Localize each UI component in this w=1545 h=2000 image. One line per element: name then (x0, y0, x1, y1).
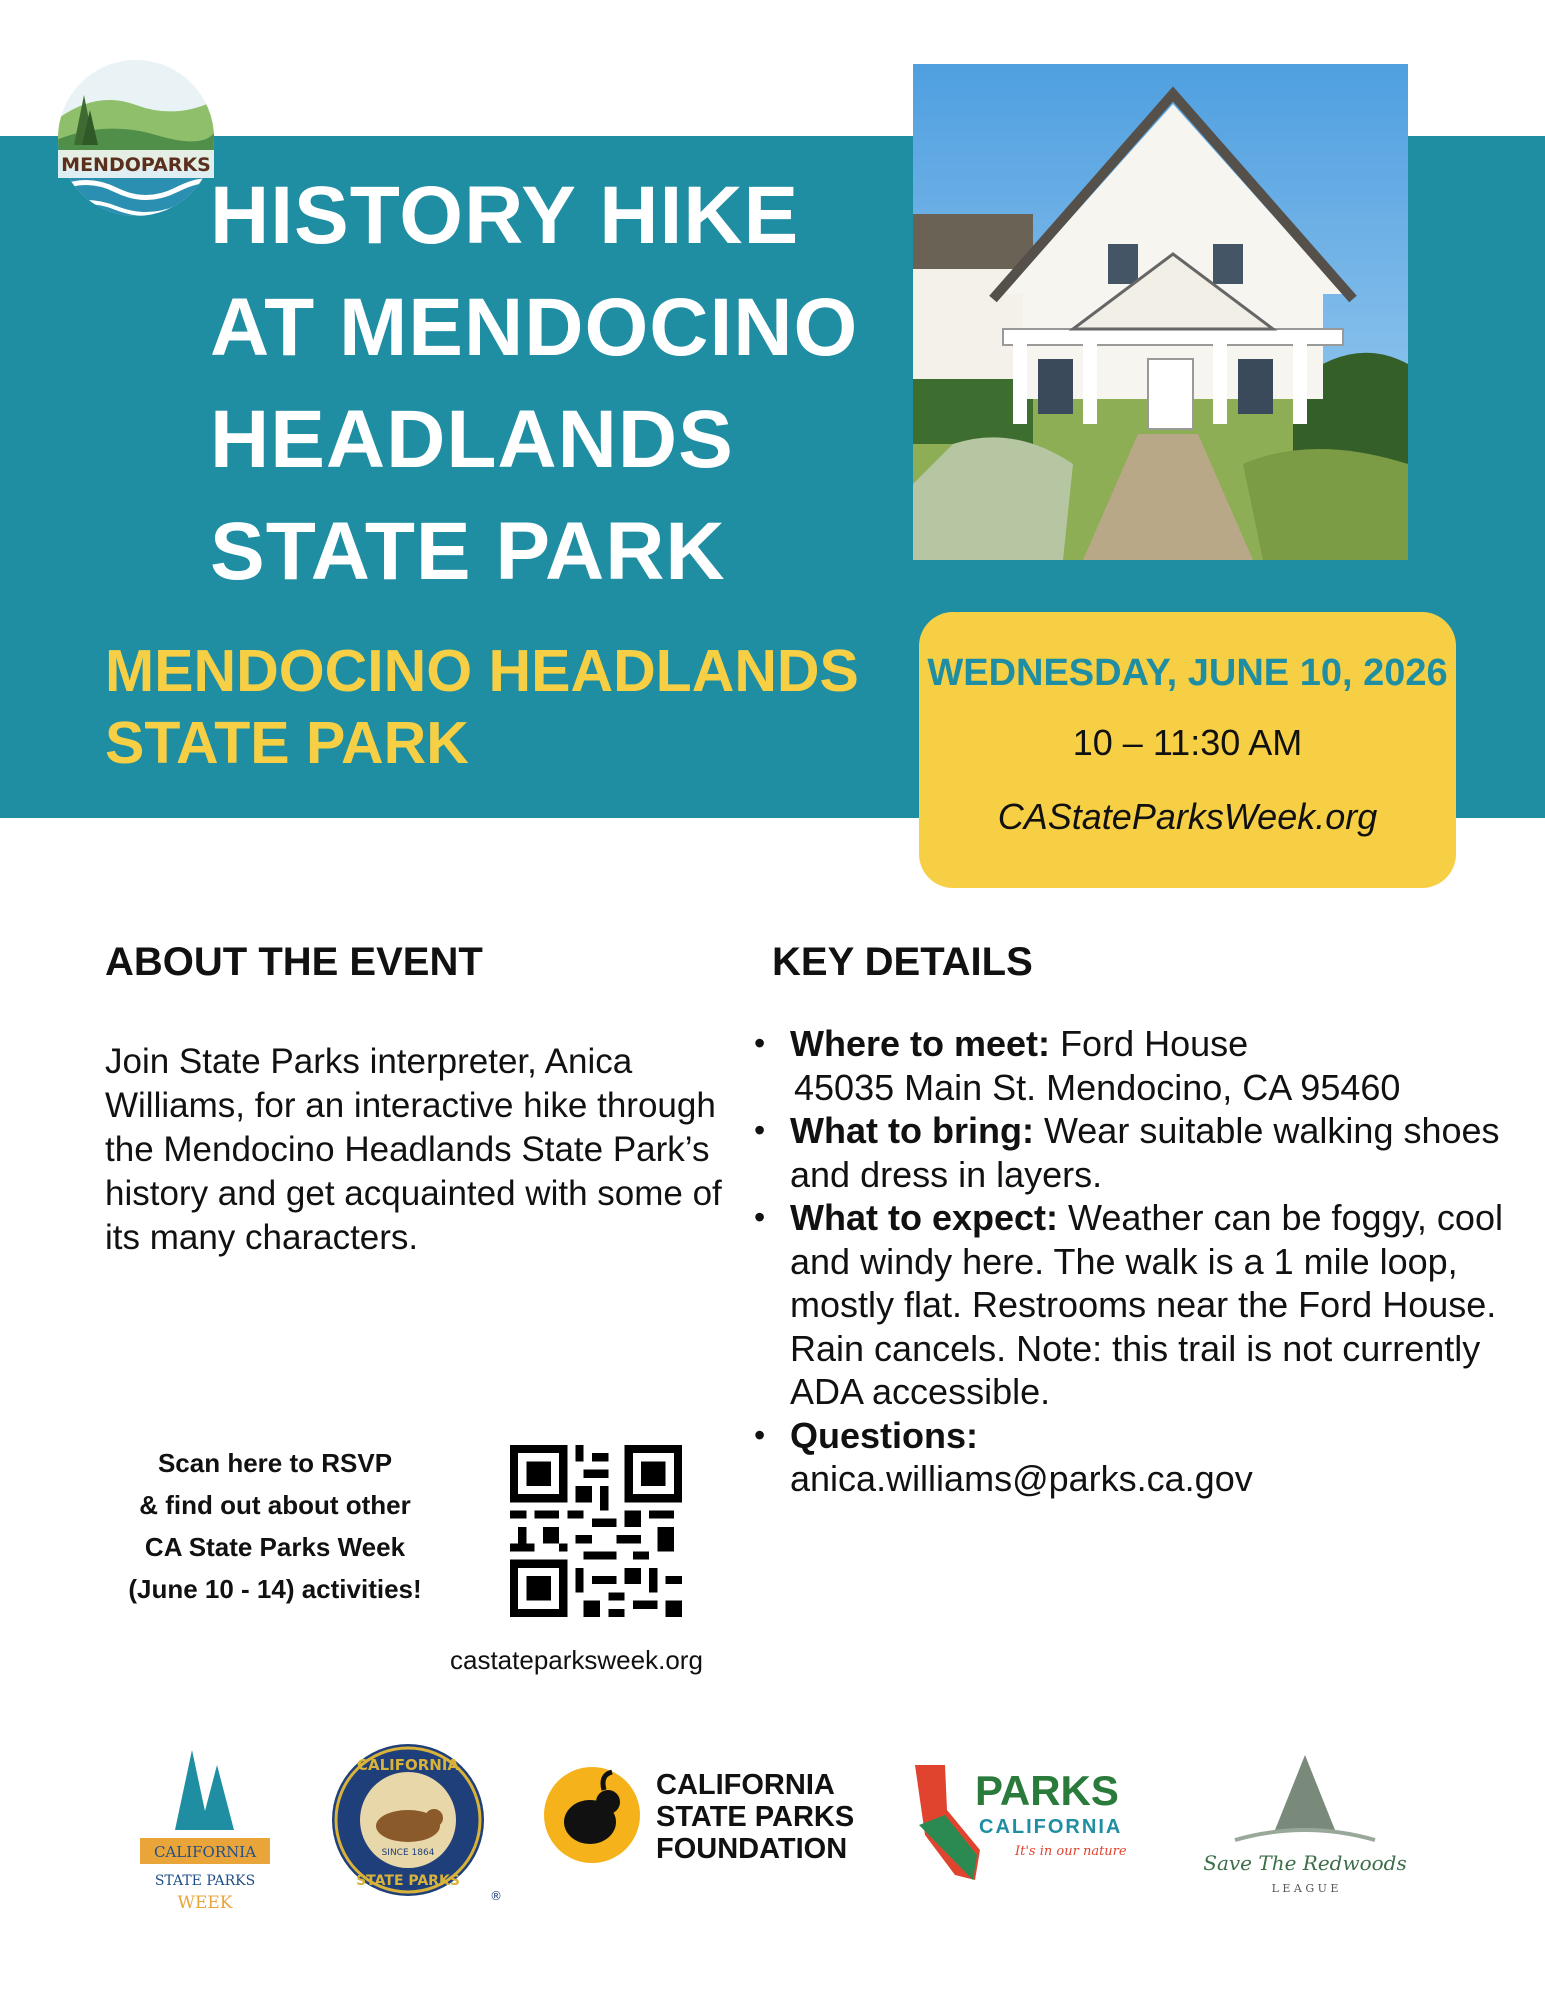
subtitle-line: MENDOCINO HEADLANDS (105, 638, 859, 704)
svg-text:®: ® (490, 1889, 502, 1903)
seal-top-text: CALIFORNIA (356, 1756, 460, 1774)
seal-since-text: SINCE 1864 (381, 1848, 435, 1858)
title-line: STATE PARK (210, 506, 726, 597)
rsvp-line: CA State Parks Week (144, 1532, 406, 1562)
event-website-link[interactable]: CAStateParksWeek.org (997, 796, 1378, 837)
location-subtitle (105, 635, 905, 779)
detail-bring (752, 1109, 1512, 1196)
redwoods-name: Save The Redwoods (1203, 1851, 1407, 1875)
parks-ca-line: PARKS (975, 1767, 1119, 1814)
rsvp-line: & find out about other (139, 1490, 411, 1520)
qr-code[interactable] (510, 1445, 682, 1617)
foundation-line: CALIFORNIA (656, 1769, 835, 1801)
seal-bottom-text: STATE PARKS (356, 1873, 460, 1889)
detail-text: Ford House (1060, 1023, 1249, 1064)
rsvp-website-link[interactable]: castateparksweek.org (450, 1645, 703, 1675)
parks-ca-line: CALIFORNIA (979, 1816, 1123, 1838)
about-text: Join State Parks interpreter, Anica Williams, for an interactive hike through the Mendocino Headlands State Park’s history and get acquainted with some of its many characters. (105, 1042, 722, 1257)
detail-label: Questions: (790, 1414, 979, 1456)
detail-label: What to bring: (790, 1110, 1034, 1151)
parks-ca-tagline: It's in our nature (1015, 1844, 1127, 1859)
detail-label: Where to meet: (790, 1023, 1051, 1064)
detail-text: Wear suitable walking shoes and dress in layers. (790, 1110, 1500, 1195)
contact-email-link[interactable]: anica.williams@parks.ca.gov (790, 1458, 1253, 1499)
title-line: HEADLANDS (210, 394, 734, 485)
parks-california-logo (905, 1755, 1155, 1890)
detail-questions (752, 1414, 1512, 1501)
rsvp-instructions (95, 1442, 455, 1610)
meeting-address: 45035 Main St. Mendocino, CA 95460 (794, 1066, 1401, 1108)
event-title (210, 160, 930, 608)
event-date: WEDNESDAY, JUNE 10, 2026 (927, 652, 1448, 694)
csp-week-logo (130, 1730, 280, 1930)
rsvp-line: Scan here to RSVP (157, 1448, 393, 1478)
event-date-box (919, 612, 1456, 888)
detail-label: What to expect: (790, 1197, 1059, 1238)
mendoparks-logo (56, 50, 216, 225)
key-details-heading: KEY DETAILS (772, 940, 1033, 984)
mendoparks-logo-text: MENDOPARKS (61, 154, 211, 176)
california-state-parks-seal (330, 1740, 500, 1910)
subtitle-line: STATE PARK (105, 710, 469, 776)
detail-where (752, 1022, 1512, 1109)
detail-expect (752, 1196, 1512, 1414)
csp-week-line: CALIFORNIA (153, 1843, 257, 1861)
title-line: AT MENDOCINO (210, 282, 859, 373)
rsvp-line: (June 10 - 14) activities! (128, 1574, 422, 1604)
save-the-redwoods-logo (1195, 1750, 1415, 1900)
about-heading: ABOUT THE EVENT (105, 940, 483, 984)
detail-text: Weather can be foggy, cool and windy here. The walk is a 1 mile loop, mostly flat. Restrooms near the Ford House. Rain cancels. Note: this trail is not currently ADA accessible. (790, 1197, 1503, 1412)
sponsor-logos (0, 1720, 1545, 1920)
ford-house-photo (913, 64, 1408, 560)
redwoods-league: L E A G U E (1271, 1882, 1339, 1895)
foundation-line: STATE PARKS (656, 1801, 855, 1833)
foundation-line: FOUNDATION (656, 1833, 848, 1865)
csp-foundation-logo (540, 1760, 870, 1870)
event-time: 10 – 11:30 AM (1072, 722, 1303, 763)
csp-week-line: STATE PARKS (154, 1873, 256, 1889)
title-line: HISTORY HIKE (210, 170, 800, 261)
csp-week-line: WEEK (177, 1893, 233, 1913)
key-details-list (752, 1022, 1512, 1501)
